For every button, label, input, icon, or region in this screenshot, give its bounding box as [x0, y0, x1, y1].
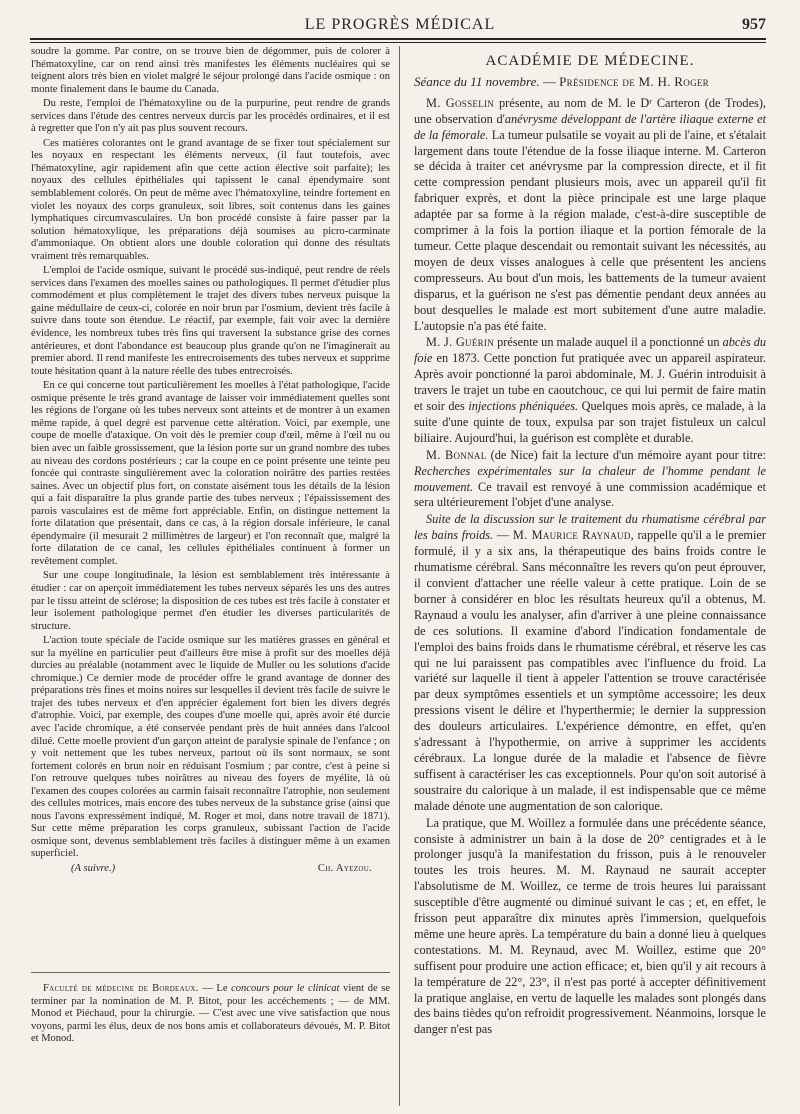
paragraph [414, 448, 766, 512]
footnote-italic: concours pour le clinicat [231, 983, 340, 994]
paragraph-text: Ce travail est renvoyé à une commission académique et sera ultérieurement l'objet d'une analyse. [414, 479, 766, 510]
journal-title: LE PROGRÈS MÉDICAL [304, 16, 496, 33]
footnote-text: vient de se terminer par la nomination de M. P. Bitot, pour les accéchements ; — de MM. Monod et Piéchaud, pour la chirurgie. — C'est avec une vive satisfaction que nous voyons, parmi les élus, deux de nos bons amis et collaborateurs dévoués, M. P. Bitot et Monod. [31, 983, 391, 1045]
paragraph: L'action toute spéciale de l'acide osmique sur les matières grasses en général et sur la myéline en particulier peut d'ailleurs être mise à profit sur des moelles déjà durcies au préalable (notamment avec le liquide de Muller ou les solutions d'acide chromique.) Ce dernier mode de procéder offre le grand avantage de donner des préparations très fines et moins noires sur lesquelles il devient très facile de suivre le trajet des tubes nerveux et d'en apprécier également fort bien les divers degrés d'atrophie. Voici, par exemple, des coupes d'une moelle qui, après avoir été durcie avec l'acide chromique, a été conservée pendant près de huit années dans l'alcool dilué. Cette moelle provient d'un garçon atteint de paralysie spinale de l'enfance ; on y voit nettement que les tubes nerveux, partout où ils sont normaux, se sont fortement colorés en brun noir en réduisant l'osmium ; par contre, c'est à peine si l'on retrouve quelques tubes noirâtres au niveau des foyers de myélite, là où l'examen des coupes colorées au carmin faisait reconnaître l'atrophie, non seulement des cellules motrices, mais encore des tubes nerveux de la substance grise (ainsi que nous l'avons expressément indiqué, M. Roger et moi, dans notre travail de 1871). Sur cette même préparation les corps granuleux, subissant l'action de l'acide osmique sont, devenus semblablement très faciles à distinguer même à un examen superficiel. [31, 635, 390, 860]
section-title: ACADÉMIE DE MÉDECINE. [485, 53, 695, 69]
paragraph-text: La tumeur pulsatile se voyait au pli de l'aine, et s'étalait largement dans toute l'étendue de la fosse iliaque interne. M. Carteron se décida à traiter cet anévrysme par la compression directe, et il fit cette compression pendant plusieurs mois, avec un appareil qu'il fit fabriquer exprès, et dont la pièce principale est une large plaque adaptée par sa forme à la région malade, c'est-à-dire susceptible de comprimer à la fois la portion iliaque et la portion fémorale de la tumeur. Cette plaque descendait ou remontait suivant les nécessités, au moyen de deux visses analogues à celle que présentent les anciens compresseurs. Au bout d'un mois, les battements de la tumeur avaient disparus, et la guérison ne s'est pas démentie pendant deux années au bout desquelles le malade est mort subitement d'une autre maladie. L'autopsie n'a pas été faite. [414, 127, 766, 333]
footnote [31, 983, 390, 1046]
paragraph: Du reste, l'emploi de l'hématoxyline ou de la purpurine, peut rendre de grands services dans l'étude des centres nerveux durcis par les procédés ordinaires, et il est à regretter que l'on n'y ait pas plus souvent recours. [31, 98, 390, 135]
paragraph: En ce qui concerne tout particulièrement les moelles à l'état pathologique, l'acide osmique présente le très grand avantage de laisser voir immédiatement quelles sont les régions de l'organe où les tubes nerveux sont atteints et de montrer à un examen même rapide, à quel degré est parvenue cette altération. Voici, par exemple, une coupe de moelle d'ataxique. On voit dès le premier coup d'œil, même à l'œil nu ou bien avec un faible grossissement, que la lésion porte sur un grand nombre des tubes au niveau des cordons postérieurs ; car la coupe en ce point présente une teinte peu foncée qui contraste singulièrement avec la coloration noirâtre des parties restées saines. Avec un objectif plus fort, on constate aisément tous les détails de la lésion qui a fait disparaître la plus grande partie des tubes nerveux ; l'épaississement des parois vasculaires est de même fort appréciable. Enfin, on distingue nettement la forte dilatation que présentait, dans ce cas, à la région dorsale inférieure, le canal épendymaire (il mesurait 2 millimètres de largeur) et l'on reconnaît que, malgré la forte dilatation de ce canal, les cellules épithéliales continuent à former un revêtement complet. [31, 380, 390, 567]
paragraph: Ces matières colorantes ont le grand avantage de se fixer tout spécialement sur les noyaux en respectant les éléments nerveux, (il faut toutefois, avec l'hématoxyline, agir rapidement afin que cette action élective soit parfaite); les noyaux des cellules épithéliales qui tapissent le canal épendymaire sont semblablement colorés. On peut de même avec l'hématoxyline, teindre fortement en violet les noyaux des corps granuleux, soit libres, soit contenus dans les gaines lymphatiques circumvasculaires. Un bon procédé consiste à faire passer par la solution hématoxylique, les préparations déjà soumises au picro-carminate d'ammoniaque. On obtient alors une double coloration qui donne des résultats vraiment très remarquables. [31, 137, 390, 262]
speaker-name: M. J. Guérin [426, 335, 495, 350]
page-number: 957 [742, 16, 766, 33]
paragraph-text: en 1873. Cette ponction fut pratiquée avec un appareil aspirateur. Après avoir ponctionné la paroi abdominale, M. J. Guérin introduisit à travers le trajet un tube en caoutchouc, ce qui lui permit de faire matin et soir des [414, 351, 766, 414]
paragraph: La pratique, que M. Woillez a formulée dans une précédente séance, consiste à administrer un bain à la dose de 20° centigrades et à le prolonger jusqu'à la manifestation du frisson, puis à le renouveler toutes les trois heures. M. M. Raynaud ne saurait accepter l'absolutisme de M. Woillez, ce terme de trois heures lui paraissant susceptible d'être augmenté ou diminué suivant le cas ; et, en effet, le frisson peut apparaître dix minutes après l'immersion, quelquefois même une heure après. La température du bain a donné lieu à quelques contestations. M. M. Reynaud, avec M. Woillez, estime que 20° suffisent pour produire une action efficace; et, bien qu'il y ait recours à la température de 22°, 23°, il n'est pas porté à accepter définitivement la pratique anglaise, en vertu de laquelle les malades sont plongés dans des bains tièdes qu'on refroidit progressivement. Néanmoins, lorsque le danger n'est pas [414, 815, 766, 1037]
paragraph-italic: abcès du foie [414, 335, 766, 366]
paragraph [414, 96, 766, 335]
signature-line [31, 863, 390, 876]
left-column [31, 46, 390, 876]
to-be-continued: (A suivre.) [71, 863, 116, 874]
paragraph-text: présente, au nom de M. le Dʳ Carteron (de Trodes), une observation d' [414, 95, 766, 126]
paragraph [414, 335, 766, 446]
session-dash: — [539, 73, 560, 89]
header-rule-thin [30, 42, 766, 43]
session-date: Séance du 11 novembre. [414, 73, 540, 89]
speaker-name: M. Bonnal [426, 447, 487, 462]
paragraph-text: — [493, 528, 513, 543]
session-president: Présidence de M. H. Roger [559, 73, 709, 89]
paragraph-italic: injections phéniquées. [468, 399, 579, 414]
right-column [414, 46, 766, 1039]
speaker-name: M. Maurice Raynaud [512, 528, 631, 543]
paragraph-text: présente un malade auquel il a ponctionné un [494, 335, 723, 350]
paragraph-text: , rappelle qu'il a le premier formulé, il y a six ans, la thérapeutique des bains froids contre le rhumatisme cérébral. Sans méconnaître les revers qu'on peut éprouver, il convient d'attacher une réelle valeur à cette pratique. Loin de se borner à considérer en bloc les résultats heureux qu'il a obtenus, M. Raynaud a voulu les analyser, afin d'arriver à une pleine connaissance de ces solutions. Il examine d'abord l'indication fondamentale de l'emploi des bains froids dans le rhumatisme cérébral, et réserve les cas qui ne lui paraissent pas compatibles avec l'influence du froid. La variété sur laquelle il tient à appeler l'attention se trouve caractérisée par deux symptômes essentiels et un symptôme accessoire; les deux pressions visent le délire et l'hyperthermie; le dernier la suppression des douleurs articulaires. L'expérience démontre, en effet, qu'en s'adressant à l'hypothermie, on arrive à supprimer les accidents cérébraux. La longue durée de la maladie et l'absence de fièvre suffisent à caractériser les cas exceptionnels. Pour qu'on soit autorisé à soustraire du calorique à un malade, il est indispensable que ce même malade dénote une augmentation de son calorique. [414, 528, 766, 813]
footnote-rule [31, 972, 390, 973]
author-name: Ch. Ayezou. [317, 863, 372, 874]
paragraph [414, 512, 766, 814]
column-divider [399, 46, 400, 1106]
footnote-text: — Le [198, 983, 232, 994]
session-line [414, 74, 766, 90]
paragraph-text: Quelques mois après, ce malade, à la suite d'une quinte de toux, expulsa par son trajet fistuleux un calcul biliaire. Aujourd'hui, la guérison est complète et durable. [414, 399, 766, 445]
paragraph: Sur une coupe longitudinale, la lésion est semblablement très intéressante à étudier : car on aperçoit immédiatement les tubes nerveux séparés les uns des autres par le tissu atteint de sclérose; la disposition de ces tubes est très facile à constater et leur isolement pathologique permet d'en étudier les diverses particularités de structure. [31, 570, 390, 632]
speaker-name: M. Gosselin [426, 95, 495, 110]
page-header [30, 14, 770, 38]
paragraph-text: (de Nice) fait la lecture d'un mémoire ayant pour titre: [486, 447, 767, 462]
paragraph-italic: Recherches expérimentales sur la chaleur de l'homme pendant le mouvement. [414, 463, 766, 494]
footnote-heading: Faculté de médecine de Bordeaux. [43, 983, 199, 994]
paragraph: soudre la gomme. Par contre, on se trouve bien de dégommer, puis de colorer à l'hématoxyline, car on rend ainsi très manifestes les éléments nucléaires qui se teignent alors très bien en violet malgré le séjour prolongé dans l'acide osmique : on monte finalement dans le baume du Canada. [31, 46, 390, 95]
paragraph-italic: anévrysme développant de l'artère iliaque externe et de la fémorale. [414, 111, 766, 142]
header-rule-thick [30, 38, 766, 40]
paragraph-italic: Suite de la discussion sur le traitement du rhumatisme cérébral par les bains froids. [414, 512, 766, 543]
paragraph: L'emploi de l'acide osmique, suivant le procédé sus-indiqué, peut rendre de réels services dans l'examen des moelles saines ou pathologiques. Il permet d'étudier plus commodément et plus complètement le trajet des divers tubes nerveux puisque la gaine médullaire de ceux-ci, colorée en noir brun par l'osmium, devient très facile à suivre dans toute son étendue. Le réactif, par exemple, fait voir avec la dernière évidence, les nombreux tubes très fins qui traversent la substance grise des cornes antérieures, et dont l'abondance est beaucoup plus grande qu'on ne l'imaginerait au premier abord. Il rend manifeste les entrecroisements des tubes nerveux et supprime toute hésitation quant à la nature réelle des tubes entrecroisés. [31, 265, 390, 377]
